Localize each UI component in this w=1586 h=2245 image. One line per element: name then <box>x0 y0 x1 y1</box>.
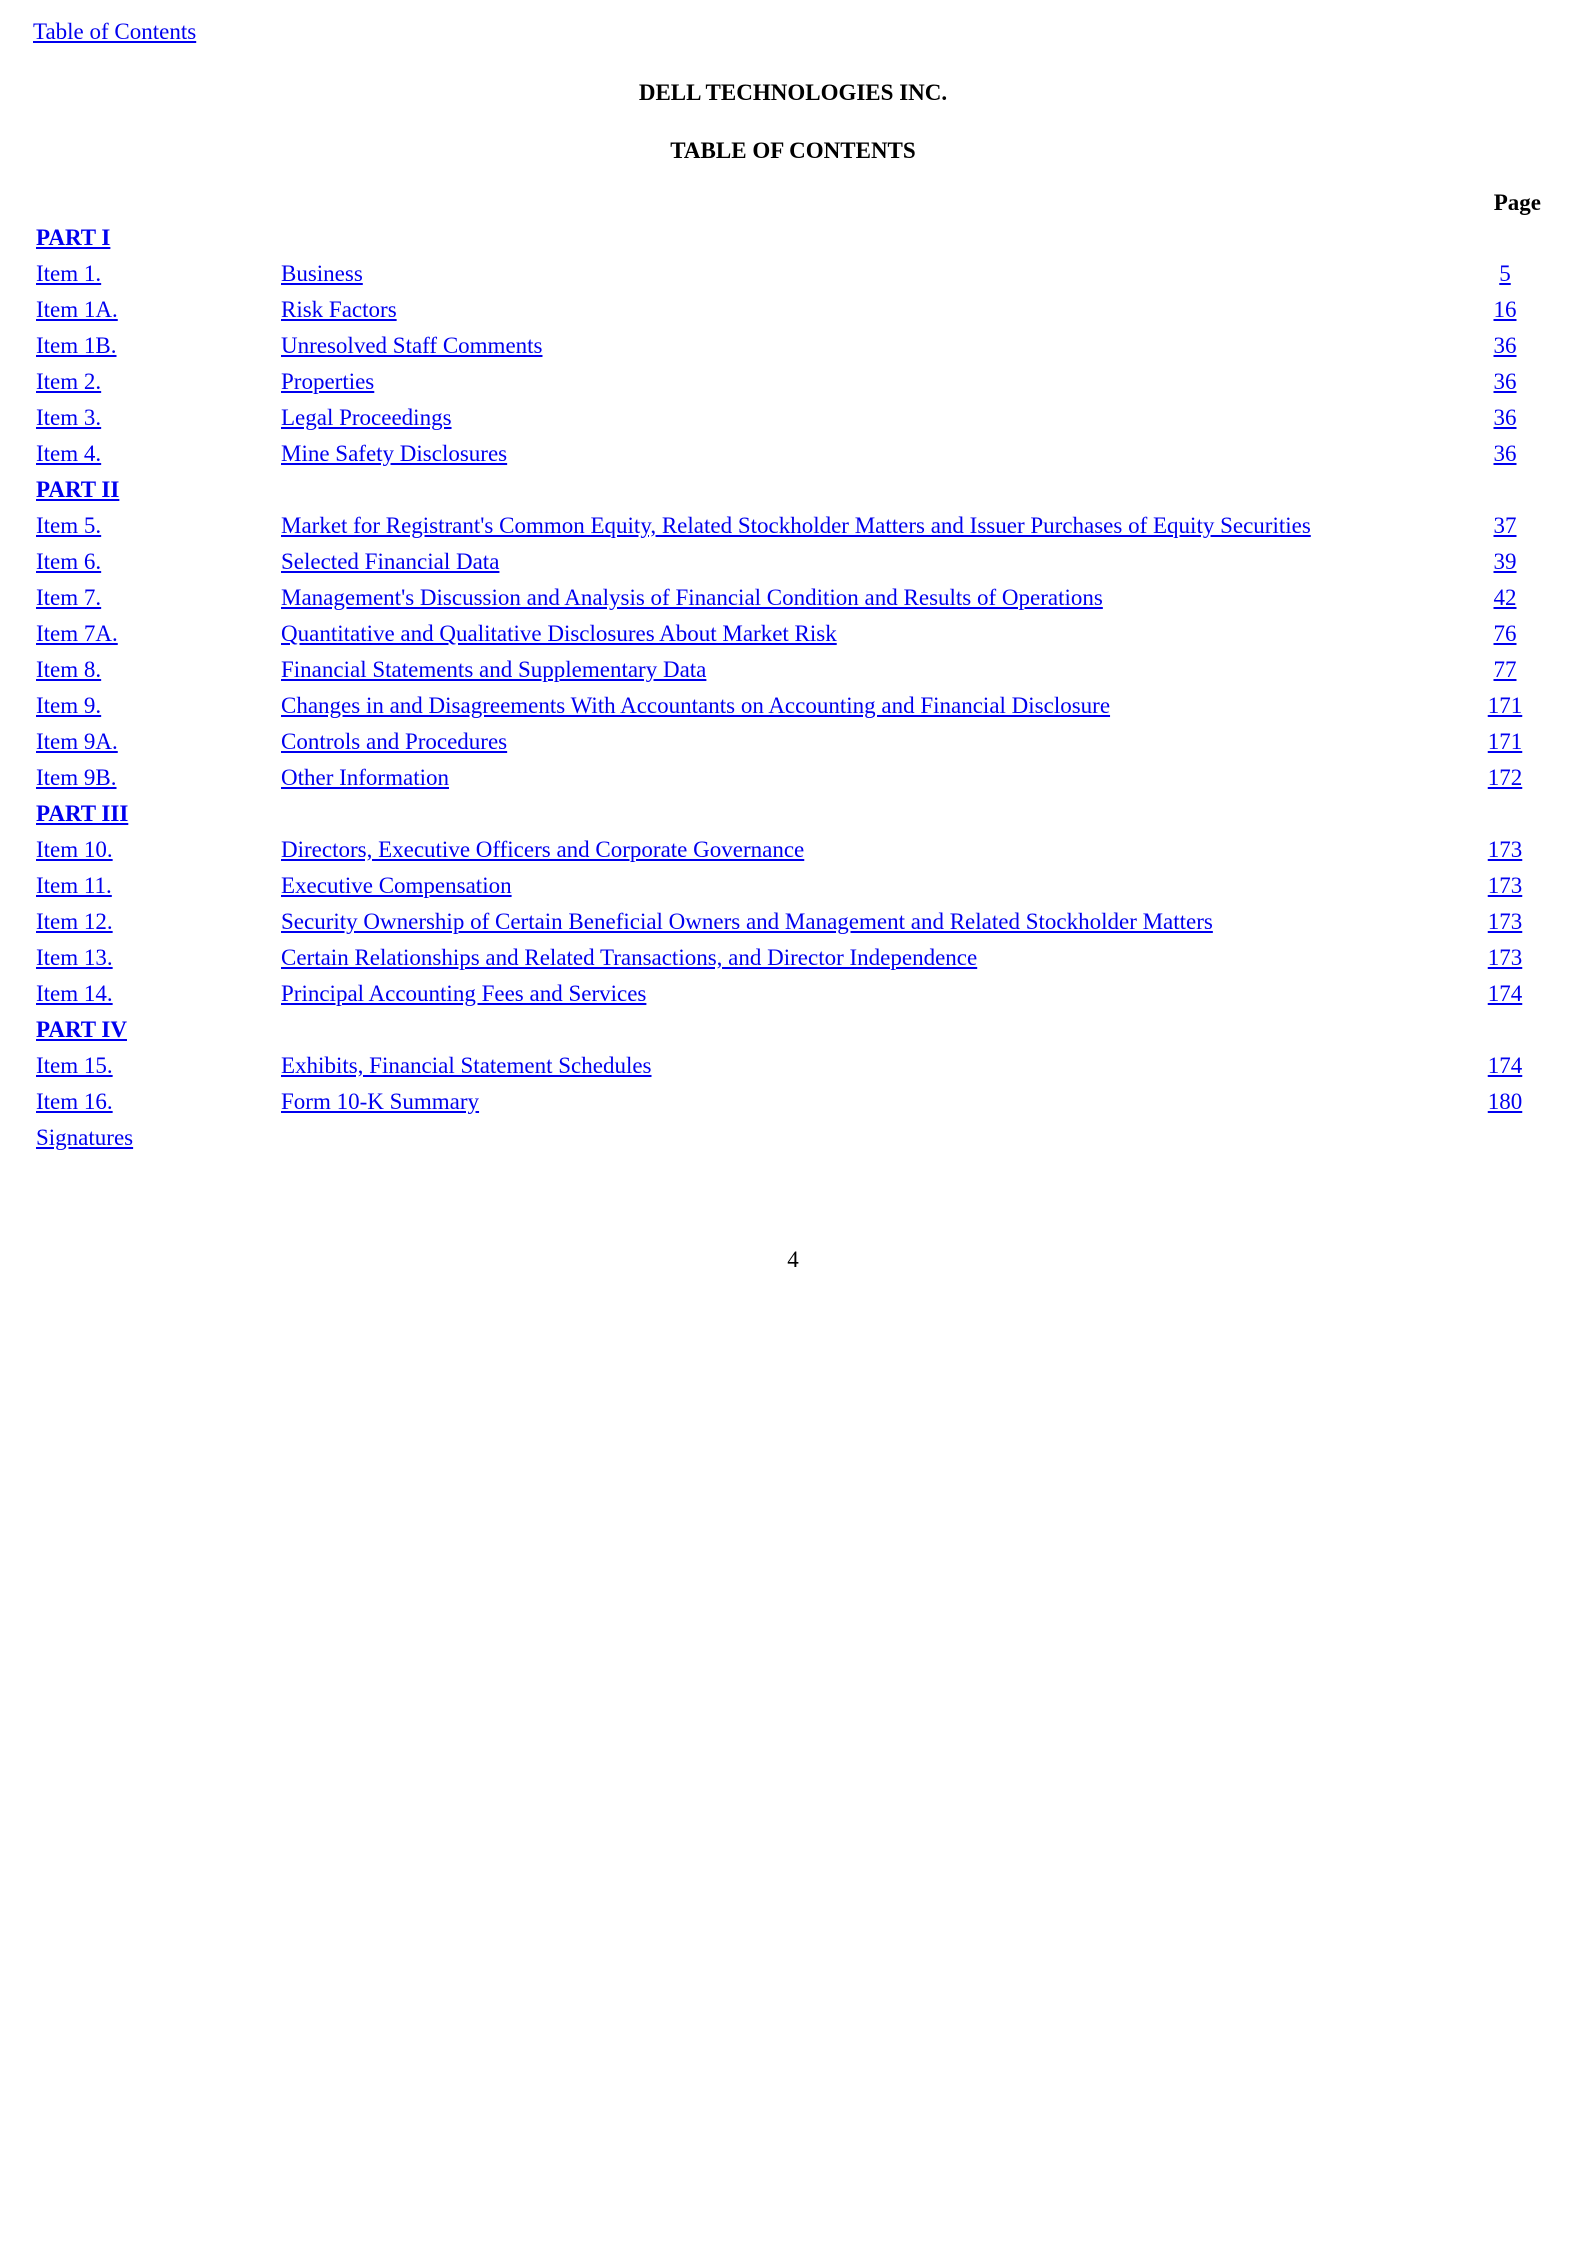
toc-item-row <box>0 439 1586 475</box>
toc-item-row <box>0 331 1586 367</box>
toc-item-row <box>0 943 1586 979</box>
toc-item-row <box>0 1051 1586 1087</box>
toc-item-row <box>0 619 1586 655</box>
toc-item-title-link[interactable]: Changes in and Disagreements With Accountants on Accounting and Financial Disclosure <box>281 693 1111 718</box>
toc-item-number-link[interactable]: Item 14. <box>36 981 113 1006</box>
toc-item-title-link[interactable]: Executive Compensation <box>281 873 512 898</box>
toc-item-page-link[interactable]: 16 <box>1493 297 1517 322</box>
toc-part-row <box>0 799 1586 835</box>
toc-item-page-link[interactable]: 171 <box>1487 729 1523 754</box>
toc-item-row <box>0 871 1586 907</box>
toc-item-number-link[interactable]: Item 10. <box>36 837 113 862</box>
toc-item-number-link[interactable]: Item 12. <box>36 909 113 934</box>
toc-item-page-link[interactable]: 77 <box>1493 657 1517 682</box>
toc-item-page-link[interactable]: 36 <box>1493 369 1517 394</box>
toc-signatures-link[interactable]: Signatures <box>36 1125 134 1150</box>
toc-item-title-link[interactable]: Exhibits, Financial Statement Schedules <box>281 1053 652 1078</box>
company-name: DELL TECHNOLOGIES INC. <box>638 80 948 105</box>
toc-item-title-link[interactable]: Directors, Executive Officers and Corporate Governance <box>281 837 805 862</box>
toc-item-page-link[interactable]: 174 <box>1487 981 1523 1006</box>
toc-part-row <box>0 475 1586 511</box>
toc-item-number-link[interactable]: Item 3. <box>36 405 102 430</box>
toc-item-row <box>0 259 1586 295</box>
toc-item-title-link[interactable]: Certain Relationships and Related Transactions, and Director Independence <box>281 945 978 970</box>
toc-item-page-link[interactable]: 173 <box>1487 837 1523 862</box>
toc-part-row <box>0 1015 1586 1051</box>
toc-item-title-link[interactable]: Market for Registrant's Common Equity, Related Stockholder Matters and Issuer Purchases of Equity Securities <box>281 513 1311 538</box>
toc-item-row <box>0 1087 1586 1123</box>
toc-item-page-link[interactable]: 36 <box>1493 405 1517 430</box>
table-of-contents-link[interactable]: Table of Contents <box>33 19 197 44</box>
toc-item-number-link[interactable]: Item 8. <box>36 657 102 682</box>
toc-item-row <box>0 691 1586 727</box>
toc-item-row <box>0 511 1586 547</box>
toc-item-page-link[interactable]: 173 <box>1487 945 1523 970</box>
toc-item-page-link[interactable]: 173 <box>1487 909 1523 934</box>
toc-item-number-link[interactable]: Item 9B. <box>36 765 117 790</box>
toc-item-number-link[interactable]: Item 1. <box>36 261 102 286</box>
toc-item-number-link[interactable]: Item 16. <box>36 1089 113 1114</box>
toc-item-number-link[interactable]: Item 11. <box>36 873 112 898</box>
toc-item-page-link[interactable]: 39 <box>1493 549 1517 574</box>
toc-item-number-link[interactable]: Item 6. <box>36 549 102 574</box>
toc-item-number-link[interactable]: Item 7. <box>36 585 102 610</box>
toc-item-number-link[interactable]: Item 5. <box>36 513 102 538</box>
toc-item-title-link[interactable]: Legal Proceedings <box>281 405 452 430</box>
toc-item-page-link[interactable]: 5 <box>1499 261 1511 286</box>
toc-item-row <box>0 835 1586 871</box>
toc-title: TABLE OF CONTENTS <box>670 138 916 163</box>
toc-item-title-link[interactable]: Mine Safety Disclosures <box>281 441 508 466</box>
toc-item-row <box>0 655 1586 691</box>
toc-item-row <box>0 583 1586 619</box>
toc-part-row <box>0 223 1586 259</box>
toc-item-row <box>0 295 1586 331</box>
toc-item-title-link[interactable]: Security Ownership of Certain Beneficial Owners and Management and Related Stockholder Matters <box>281 909 1213 934</box>
toc-item-row <box>0 403 1586 439</box>
toc-item-number-link[interactable]: Item 15. <box>36 1053 113 1078</box>
toc-item-number-link[interactable]: Item 9. <box>36 693 102 718</box>
toc-item-page-link[interactable]: 36 <box>1493 441 1517 466</box>
toc-item-title-link[interactable]: Principal Accounting Fees and Services <box>281 981 647 1006</box>
toc-item-number-link[interactable]: Item 9A. <box>36 729 118 754</box>
toc-item-page-link[interactable]: 36 <box>1493 333 1517 358</box>
toc-item-page-link[interactable]: 37 <box>1493 513 1517 538</box>
toc-part-link[interactable]: PART I <box>36 225 111 250</box>
toc-item-row <box>0 727 1586 763</box>
toc-item-number-link[interactable]: Item 1A. <box>36 297 118 322</box>
page-number: 4 <box>787 1247 799 1272</box>
toc-item-title-link[interactable]: Other Information <box>281 765 449 790</box>
toc-item-title-link[interactable]: Properties <box>281 369 375 394</box>
toc-item-title-link[interactable]: Risk Factors <box>281 297 397 322</box>
page-column-header: Page <box>1493 190 1541 215</box>
toc-part-link[interactable]: PART II <box>36 477 120 502</box>
toc-item-title-link[interactable]: Business <box>281 261 363 286</box>
toc-item-page-link[interactable]: 76 <box>1493 621 1517 646</box>
toc-item-page-link[interactable]: 173 <box>1487 873 1523 898</box>
toc-item-row <box>0 907 1586 943</box>
toc-item-number-link[interactable]: Item 7A. <box>36 621 118 646</box>
toc-item-number-link[interactable]: Item 2. <box>36 369 102 394</box>
toc-item-number-link[interactable]: Item 4. <box>36 441 102 466</box>
toc-item-title-link[interactable]: Controls and Procedures <box>281 729 508 754</box>
toc-part-row <box>0 1123 1586 1159</box>
toc-item-row <box>0 763 1586 799</box>
toc-item-page-link[interactable]: 174 <box>1487 1053 1523 1078</box>
toc-item-title-link[interactable]: Selected Financial Data <box>281 549 500 574</box>
toc-item-page-link[interactable]: 42 <box>1493 585 1517 610</box>
toc-item-page-link[interactable]: 172 <box>1487 765 1523 790</box>
toc-list <box>0 223 1586 1159</box>
toc-item-number-link[interactable]: Item 13. <box>36 945 113 970</box>
toc-item-row <box>0 367 1586 403</box>
toc-item-row <box>0 547 1586 583</box>
toc-item-title-link[interactable]: Form 10-K Summary <box>281 1089 480 1114</box>
toc-item-page-link[interactable]: 180 <box>1487 1089 1523 1114</box>
toc-item-title-link[interactable]: Financial Statements and Supplementary Data <box>281 657 707 682</box>
toc-item-row <box>0 979 1586 1015</box>
toc-item-page-link[interactable]: 171 <box>1487 693 1523 718</box>
toc-item-title-link[interactable]: Management's Discussion and Analysis of Financial Condition and Results of Operations <box>281 585 1103 610</box>
toc-item-title-link[interactable]: Unresolved Staff Comments <box>281 333 543 358</box>
toc-item-title-link[interactable]: Quantitative and Qualitative Disclosures About Market Risk <box>281 621 837 646</box>
toc-part-link[interactable]: PART III <box>36 801 129 826</box>
toc-item-number-link[interactable]: Item 1B. <box>36 333 117 358</box>
toc-part-link[interactable]: PART IV <box>36 1017 127 1042</box>
